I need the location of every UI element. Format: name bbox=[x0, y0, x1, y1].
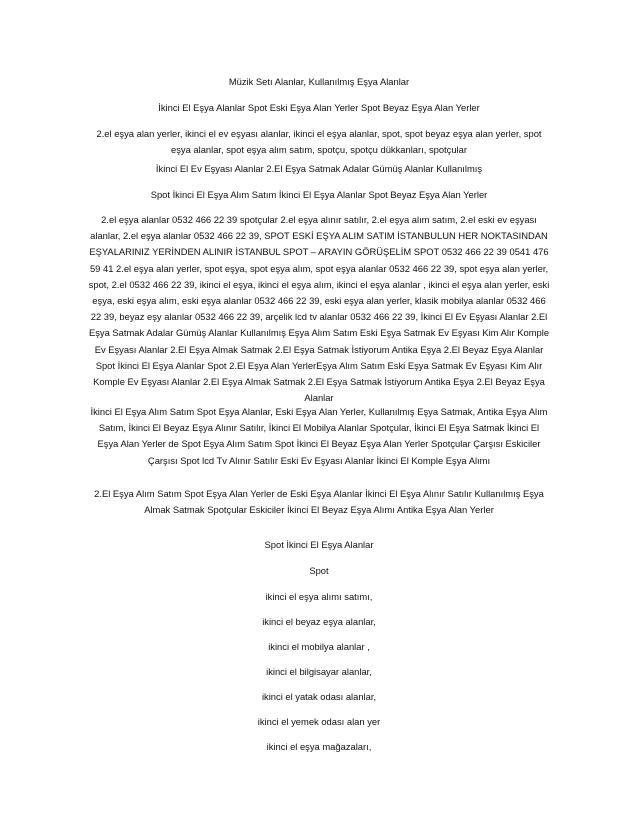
paragraph-heading: Spot İkinci El Eşya Alım Satım İkinci El Eşya Alanlar Spot Beyaz Eşya Alan Yerler bbox=[150, 189, 488, 200]
paragraph-title: Müzik Setı Alanlar, Kullanılmış Eşya Alanlar bbox=[228, 76, 410, 87]
list-item: ikinci el beyaz eşya alanlar, bbox=[262, 616, 376, 627]
list-item: ikinci el eşya alımı satımı, bbox=[265, 591, 373, 602]
paragraph-heading: İkinci El Ev Eşyası Alanlar 2.El Eşya Satmak Adalar Gümüş Alanlar Kullanılmış bbox=[155, 163, 483, 174]
paragraph-keywords: 2.el eşya alan yerler, ikinci el ev eşyası alanlar, ikinci el eşya alanlar, spot, spot beyaz eşya alan yerler, spot eşya alanlar, spot eşya alım satım, spotçu, spotçu dükkanları, spotçular bbox=[96, 128, 542, 156]
paragraph-body: 2.El Eşya Alım Satım Spot Eşya Alan Yerler de Eski Eşya Alanlar İkinci El Eşya Alınır Satılır Kullanılmış Eşya Almak Satmak Spotçular Eskiciler İkinci El Beyaz Eşya Alımı Antika Eşya Alan Yerler bbox=[94, 488, 544, 516]
paragraph-subtitle: İkinci El Eşya Alanlar Spot Eski Eşya Alan Yerler Spot Beyaz Eşya Alan Yerler bbox=[158, 102, 480, 113]
list-item: ikinci el eşya mağazaları, bbox=[266, 741, 372, 752]
paragraph-body: 2.el eşya alanlar 0532 466 22 39 spotçular 2.el eşya alınır satılır, 2.el eşya alım satım, 2.el eski ev eşyası alanlar, 2.el eşya alanlar 0532 466 22 39, SPOT ESKİ EŞYA ALIM SATIM İSTANBULUN HER NOKTASINDAN EŞYALARINIZ YERİNDEN ALINIR İSTANBUL SPOT – ARAYIN GÖRÜŞELİM SPOT 0532 466 22 39 0541 476 59 41 2.el eşya alan yerler, spot eşya, spot eşya alım, spot eşya alanlar 0532 466 22 39, spot eşya alan yerler, spot, 2.el 0532 466 22 39, ikinci el eşya, ikinci el eşya alım, ikinci el eşya alanlar , ikinci el eşya alan yerler, eski eşya, eski eşya alım, eski eşya alanlar 0532 466 22 39, eski eşya alan yerler, klasik mobilya alanlar 0532 466 22 39, beyaz eşy alanlar 0532 466 22 39, arçelik lcd tv alanlar 0532 466 22 39, İkinci El Ev Eşyası Alanlar 2.El Eşya Satmak Adalar Gümüş Alanlar Kullanılmış Eşya Alım Satım Eski Eşya Satmak Ev Eşyası Kim Alır Komple Ev Eşyası Alanlar 2.El Eşya Almak Satmak 2.El Eşya Satmak İstiyorum Antika Eşya 2.El Beyaz Eşya Alanlar Spot İkinci El Eşya Alanlar Spot 2.El Eşya Alan YerlerEşya Alım Satım Eski Eşya Satmak Ev Eşyası Kim Alır Komple Ev Eşyası Alanlar 2.El Eşya Almak Satmak 2.El Eşya Satmak İstiyorum Antika Eşya 2.El Beyaz Eşya Alanlar bbox=[88, 214, 550, 404]
list-heading: Spot bbox=[309, 565, 329, 576]
list-item: ikinci el yatak odası alanlar, bbox=[261, 691, 377, 702]
list-heading: Spot İkinci El Eşya Alanlar bbox=[264, 539, 374, 550]
paragraph-body: İkinci El Eşya Alım Satım Spot Eşya Alanlar, Eski Eşya Alan Yerler, Kullanılmış Eşya Satmak, Antika Eşya Alım Satım, İkinci El Beyaz Eşya Alınır Satılır, İkinci El Mobilya Alanlar Spotçular, İkinci El Eşya Satmak İkinci El Eşya Alan Yerler de Spot Eşya Alım Satım Spot İkinci El Beyaz Eşya Alan Yerler Spotçular Çarşısı Eskiciler Çarşısı Spot lcd Tv Alınır Satılır Eski Ev Eşyası Alanlar İkinci El Komple Eşya Alımı bbox=[90, 406, 548, 466]
list-item: ikinci el bilgisayar alanlar, bbox=[266, 666, 372, 677]
list-item: ikinci el yemek odası alan yer bbox=[257, 716, 381, 727]
list-item: ikinci el mobilya alanlar , bbox=[268, 641, 370, 652]
